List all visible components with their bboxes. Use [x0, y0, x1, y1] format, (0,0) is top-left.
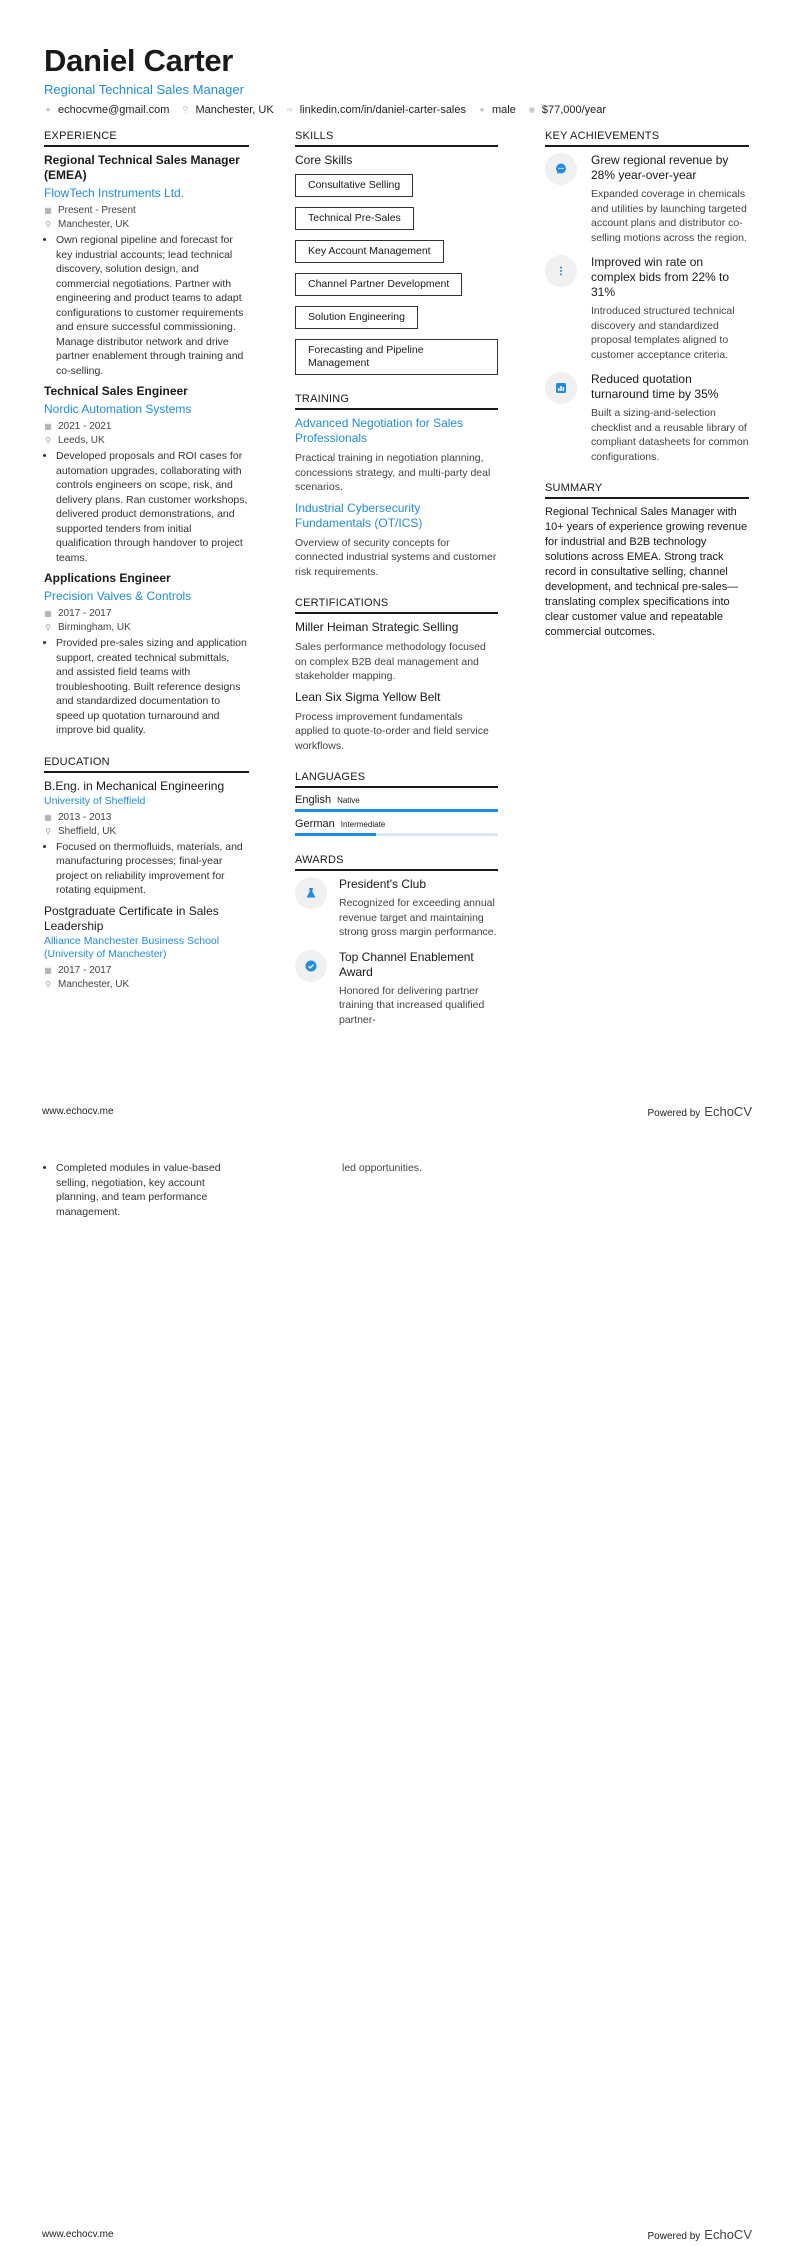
email-icon: ●	[45, 105, 51, 114]
job-location-text: Leeds, UK	[58, 435, 105, 446]
education-school: Alliance Manchester Business School (University of Manchester)	[44, 934, 220, 960]
job-bullets	[56, 233, 249, 378]
education-dates	[44, 964, 249, 978]
salary-icon: ◉	[528, 105, 536, 114]
contact-salary	[528, 104, 606, 116]
awards-heading: AWARDS	[295, 854, 498, 871]
right-column	[545, 130, 749, 658]
experience-section	[44, 130, 249, 738]
skill-tag: Channel Partner Development	[295, 273, 462, 296]
footer-powered-by	[647, 2227, 752, 2242]
education-continuation	[44, 1161, 249, 1223]
language-item	[295, 818, 498, 836]
skills-subheading: Core Skills	[295, 153, 353, 167]
award-description: Honored for delivering partner training that increased qualified partner-	[339, 984, 485, 1026]
job-role: Applications Engineer	[44, 571, 171, 585]
page-footer	[42, 2227, 752, 2242]
contact-salary-text: $77,000/year	[541, 104, 607, 116]
job-dates-text: Present - Present	[58, 205, 136, 216]
education-bullets	[56, 1161, 249, 1219]
language-name: English	[295, 794, 332, 806]
language-bar-fill	[295, 833, 376, 836]
education-bullets	[56, 840, 249, 898]
check-badge-icon	[295, 950, 327, 982]
certification-title: Lean Six Sigma Yellow Belt	[295, 689, 441, 704]
education-entry	[44, 904, 249, 992]
education-school: University of Sheffield	[44, 794, 146, 807]
footer-website-link[interactable]: www.echocv.me	[42, 1106, 114, 1117]
language-name: German	[295, 818, 335, 830]
education-location-text: Sheffield, UK	[58, 825, 117, 837]
achievement-title: Reduced quotation turnaround time by 35%	[591, 372, 719, 401]
job-dates	[44, 204, 249, 218]
education-dates-text: 2017 - 2017	[58, 964, 112, 976]
languages-heading: LANGUAGES	[295, 771, 498, 788]
location-icon: ⚲	[45, 436, 51, 445]
skill-tag: Technical Pre-Sales	[295, 207, 414, 230]
footer-brand[interactable]: EchoCV	[704, 2227, 752, 2242]
job-entry	[44, 384, 249, 565]
calendar-icon: ▦	[44, 812, 52, 822]
job-company: Nordic Automation Systems	[44, 402, 192, 416]
job-location-text: Manchester, UK	[58, 219, 130, 230]
job-dates	[44, 607, 249, 621]
education-location	[44, 825, 249, 839]
certifications-section	[295, 597, 498, 753]
footer-powered-label: Powered by	[647, 2231, 701, 2242]
calendar-icon: ▦	[44, 422, 52, 431]
education-bullet: • Completed modules in value-based selling, negotiation, key account planning, and team performance management.	[56, 1161, 249, 1219]
contact-gender	[478, 104, 516, 116]
job-company: FlowTech Instruments Ltd.	[44, 186, 185, 200]
contact-location-text: Manchester, UK	[195, 104, 274, 116]
achievement-description: Built a sizing-and-selection checklist and a reusable library of compliant datasheets for common configurations.	[591, 407, 749, 463]
person-icon: ●	[479, 105, 485, 114]
job-bullets	[56, 636, 249, 738]
link-icon: ∞	[286, 105, 293, 114]
training-heading: TRAINING	[295, 393, 498, 410]
candidate-title: Regional Technical Sales Manager	[44, 82, 244, 97]
contact-linkedin-text: linkedin.com/in/daniel-carter-sales	[299, 104, 466, 116]
achievement-description: Introduced structured technical discovery and standardized proposal templates aligned to customer acceptance criteria.	[591, 305, 735, 361]
job-dates-text: 2021 - 2021	[58, 421, 112, 432]
job-location	[44, 621, 249, 635]
job-dates	[44, 420, 249, 434]
award-continuation	[342, 1161, 498, 1176]
certification-description: Process improvement fundamentals applied to quote-to-order and field service workflows.	[295, 710, 489, 752]
flask-icon	[295, 877, 327, 909]
certifications-heading: CERTIFICATIONS	[295, 597, 498, 614]
training-section	[295, 393, 498, 579]
achievement-item	[545, 372, 749, 464]
awards-section	[295, 854, 498, 1027]
contact-bar	[44, 104, 750, 116]
skill-tags	[295, 174, 498, 375]
achievements-section	[545, 130, 749, 464]
calendar-icon: ▦	[44, 206, 52, 215]
education-degree: Postgraduate Certificate in Sales Leadership	[44, 903, 219, 933]
language-bar-fill	[295, 809, 498, 812]
job-role: Technical Sales Engineer	[44, 384, 188, 398]
summary-section	[545, 482, 749, 640]
language-bar	[295, 833, 498, 836]
skills-section	[295, 130, 498, 375]
dots-icon	[545, 255, 577, 287]
contact-email[interactable]	[44, 104, 169, 116]
education-dates	[44, 811, 249, 825]
award-description: Recognized for exceeding annual revenue target and maintaining strong gross margin performance.	[339, 897, 497, 938]
job-location	[44, 434, 249, 448]
job-dates-text: 2017 - 2017	[58, 608, 112, 619]
award-item	[295, 877, 498, 940]
contact-linkedin[interactable]	[286, 104, 466, 116]
location-icon: ⚲	[45, 623, 51, 632]
education-location	[44, 978, 249, 992]
chat-icon	[545, 153, 577, 185]
language-bar	[295, 809, 498, 812]
job-bullet: • Provided pre-sales sizing and application support, created technical submittals, and assisted field teams with troubleshooting. Built reference designs and standardized documentation to speed up quotation turnaround and improve bid quality.	[56, 636, 249, 738]
language-level: Native	[337, 796, 360, 805]
skill-tag: Solution Engineering	[295, 306, 418, 329]
summary-text: Regional Technical Sales Manager with 10+ years of experience growing revenue for industrial and B2B technology solutions across EMEA. Strong track record in consultative selling, channel development, and technical pre-sales—translating complex specifications into clear customer value and repeatable commercial outcomes.	[545, 506, 748, 638]
education-location-text: Manchester, UK	[58, 978, 130, 990]
location-icon: ⚲	[182, 105, 189, 114]
resume-header	[44, 44, 750, 116]
summary-heading: SUMMARY	[545, 482, 749, 499]
achievement-item	[545, 153, 749, 245]
resume-page-2	[0, 1123, 794, 2246]
location-icon: ⚲	[45, 220, 51, 229]
middle-column	[295, 130, 498, 1045]
job-role: Regional Technical Sales Manager (EMEA)	[44, 153, 240, 182]
training-title: Advanced Negotiation for Sales Professionals	[295, 416, 464, 445]
location-icon: ⚲	[45, 979, 51, 989]
languages-section	[295, 771, 498, 836]
calendar-icon: ▦	[44, 609, 52, 618]
location-icon: ⚲	[45, 826, 51, 836]
skill-tag: Key Account Management	[295, 240, 444, 263]
certification-title: Miller Heiman Strategic Selling	[295, 620, 459, 634]
education-entry	[44, 779, 249, 898]
page-footer	[42, 1104, 752, 1119]
achievement-item	[545, 255, 749, 362]
calendar-icon: ▦	[44, 965, 52, 975]
skill-tag: Consultative Selling	[295, 174, 413, 197]
job-entry	[44, 571, 249, 738]
award-description-continued: led opportunities.	[342, 1162, 422, 1174]
job-bullet: • Own regional pipeline and forecast for key industrial accounts; lead technical discovery, solution design, and commercial negotiations. Partner with engineering and product teams to adapt configurations to customer requirements and ensure successful commissioning. Manage distributor network and drive partner enablement through training and co-selling.	[56, 233, 249, 378]
left-column	[44, 130, 249, 1010]
contact-gender-text: male	[492, 104, 516, 116]
candidate-name: Daniel Carter	[44, 43, 234, 78]
training-description: Practical training in negotiation planning, concessions strategy, and multi-party deal scenarios.	[295, 452, 491, 493]
language-row	[295, 794, 498, 806]
job-bullet: • Developed proposals and ROI cases for automation upgrades, collaborating with controls engineers on scope, risk, and delivery plans. Ran customer workshops, delivered product demonstrations, and supported tenders from initial qualification through handover to project teams.	[56, 449, 249, 565]
achievements-heading: KEY ACHIEVEMENTS	[545, 130, 749, 147]
contact-location	[181, 104, 273, 116]
footer-brand[interactable]: EchoCV	[704, 1104, 752, 1119]
education-heading: EDUCATION	[44, 756, 249, 773]
chart-icon	[545, 372, 577, 404]
achievement-title: Improved win rate on complex bids from 22% to 31%	[591, 255, 730, 299]
job-entry	[44, 153, 249, 378]
job-location	[44, 218, 249, 232]
experience-heading: EXPERIENCE	[44, 130, 249, 147]
award-title: President's Club	[339, 877, 426, 891]
education-bullet: • Focused on thermofluids, materials, and manufacturing processes; final-year project on reliability improvement for rotating equipment.	[56, 840, 249, 898]
achievement-description: Expanded coverage in chemicals and utilities by launching targeted account plans and distributor co-selling motions across the region.	[591, 188, 747, 244]
job-bullets	[56, 449, 249, 565]
job-location-text: Birmingham, UK	[58, 622, 131, 633]
education-degree: B.Eng. in Mechanical Engineering	[44, 778, 225, 793]
achievement-title: Grew regional revenue by 28% year-over-year	[591, 153, 729, 182]
education-dates-text: 2013 - 2013	[58, 811, 112, 823]
language-row	[295, 818, 498, 830]
skills-heading: SKILLS	[295, 130, 498, 147]
certification-description: Sales performance methodology focused on complex B2B deal management and stakeholder mapping.	[295, 641, 486, 682]
training-title: Industrial Cybersecurity Fundamentals (OT/ICS)	[295, 500, 423, 530]
skill-tag: Forecasting and Pipeline Management	[295, 339, 498, 375]
award-item	[295, 950, 498, 1028]
education-section	[44, 756, 249, 992]
job-company: Precision Valves & Controls	[44, 589, 192, 603]
contact-email-text: echocvme@gmail.com	[58, 104, 170, 116]
footer-website-link[interactable]: www.echocv.me	[42, 2229, 114, 2240]
footer-powered-by	[647, 1104, 752, 1119]
language-level: Intermediate	[340, 820, 386, 829]
language-item	[295, 794, 498, 812]
award-title: Top Channel Enablement Award	[339, 949, 474, 979]
footer-powered-label: Powered by	[647, 1108, 701, 1119]
training-description: Overview of security concepts for connected industrial systems and customer risk requirements.	[295, 536, 497, 578]
